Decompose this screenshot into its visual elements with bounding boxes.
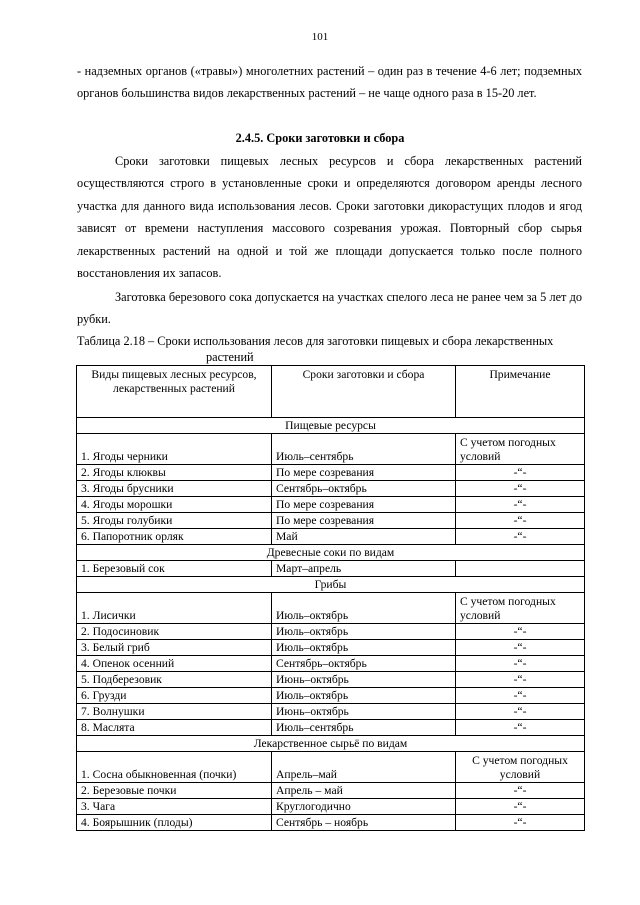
intro-paragraph: - надземных органов («травы») многолетних растений – один раз в течение 4-6 лет; подземных органов большинства видов лекарственных растений – не чаще одного раза в 15-20 лет. <box>77 64 582 101</box>
cell-resource: 3. Белый гриб <box>77 640 272 656</box>
page-number: 101 <box>311 31 329 43</box>
cell-note: С учетом погодных условий <box>456 434 585 465</box>
cell-note: -“- <box>456 704 585 720</box>
cell-resource: 5. Ягоды голубики <box>77 513 272 529</box>
table-row <box>77 481 585 497</box>
column-header-note: Примечание <box>456 366 585 418</box>
cell-note: -“- <box>456 720 585 736</box>
table-row <box>77 624 585 640</box>
table-header-row <box>77 366 585 418</box>
table-row <box>77 561 585 577</box>
cell-terms: Март–апрель <box>272 561 456 577</box>
cell-note: С учетом погодных условий <box>456 752 585 783</box>
cell-note: -“- <box>456 656 585 672</box>
cell-terms: Июль–сентябрь <box>272 434 456 465</box>
cell-resource: 5. Подберезовик <box>77 672 272 688</box>
cell-note: -“- <box>456 497 585 513</box>
table-row <box>77 704 585 720</box>
table-caption-line-2: растений <box>206 350 254 364</box>
cell-terms: Июнь–октябрь <box>272 672 456 688</box>
table-section-row <box>77 418 585 434</box>
table-row <box>77 672 585 688</box>
table-section-row <box>77 577 585 593</box>
cell-terms: Апрель–май <box>272 752 456 783</box>
table-row <box>77 465 585 481</box>
column-header-terms: Сроки заготовки и сбора <box>272 366 456 418</box>
table-caption <box>77 333 582 365</box>
cell-resource: 4. Боярышник (плоды) <box>77 815 272 831</box>
cell-resource: 2. Подосиновик <box>77 624 272 640</box>
cell-resource: 6. Грузди <box>77 688 272 704</box>
cell-terms: Июнь–октябрь <box>272 704 456 720</box>
table-row <box>77 529 585 545</box>
table-section-title: Пищевые ресурсы <box>77 418 585 434</box>
table-section-row <box>77 545 585 561</box>
cell-terms: Сентябрь–октябрь <box>272 481 456 497</box>
cell-resource: 3. Ягоды брусники <box>77 481 272 497</box>
table-section-title: Грибы <box>77 577 585 593</box>
cell-terms: По мере созревания <box>272 513 456 529</box>
cell-note: -“- <box>456 783 585 799</box>
table-row <box>77 720 585 736</box>
cell-note: -“- <box>456 513 585 529</box>
harvest-terms-table <box>76 365 585 831</box>
cell-resource: 2. Березовые почки <box>77 783 272 799</box>
table-row <box>77 752 585 783</box>
table-row <box>77 688 585 704</box>
cell-terms: Сентябрь – ноябрь <box>272 815 456 831</box>
table-section-row <box>77 736 585 752</box>
cell-terms: Круглогодично <box>272 799 456 815</box>
cell-terms: Июль–сентябрь <box>272 720 456 736</box>
cell-terms: Апрель – май <box>272 783 456 799</box>
body-paragraph-2: Заготовка березового сока допускается на участках спелого леса не ранее чем за 5 лет до рубки. <box>77 290 582 327</box>
cell-terms: Июль–октябрь <box>272 593 456 624</box>
section-heading: 2.4.5. Сроки заготовки и сбора <box>235 131 405 145</box>
cell-resource: 1. Березовый сок <box>77 561 272 577</box>
table-row <box>77 513 585 529</box>
cell-resource: 2. Ягоды клюквы <box>77 465 272 481</box>
cell-note: -“- <box>456 672 585 688</box>
cell-terms: Сентябрь–октябрь <box>272 656 456 672</box>
cell-resource: 1. Лисички <box>77 593 272 624</box>
table-row <box>77 783 585 799</box>
cell-terms: Май <box>272 529 456 545</box>
body-paragraph-1: Сроки заготовки пищевых лесных ресурсов и сбора лекарственных растений осуществляются строго в установленные сроки и определяются договором аренды лесного участка для данного вида использования лесов. Сроки заготовки дикорастущих плодов и ягод зависят от времени наступления массового созревания урожая. Повторный сбор сырья лекарственных растений на одной и той же площади допускается только после полного восстановления их запасов. <box>77 154 582 281</box>
cell-note: -“- <box>456 688 585 704</box>
cell-note: С учетом погодных условий <box>456 593 585 624</box>
cell-resource: 6. Папоротник орляк <box>77 529 272 545</box>
table-row <box>77 640 585 656</box>
table-row <box>77 497 585 513</box>
cell-terms: По мере созревания <box>272 497 456 513</box>
cell-note <box>456 561 585 577</box>
cell-terms: Июль–октябрь <box>272 624 456 640</box>
table-row <box>77 799 585 815</box>
column-header-resource: Виды пищевых лесных ресурсов, лекарственных растений <box>77 366 272 418</box>
cell-resource: 1. Ягоды черники <box>77 434 272 465</box>
cell-terms: Июль–октябрь <box>272 688 456 704</box>
cell-resource: 4. Ягоды морошки <box>77 497 272 513</box>
table-caption-line-1: Таблица 2.18 – Сроки использования лесов для заготовки пищевых и сбора лекарственных <box>77 334 554 348</box>
cell-note: -“- <box>456 799 585 815</box>
cell-note: -“- <box>456 624 585 640</box>
cell-note: -“- <box>456 529 585 545</box>
cell-note: -“- <box>456 815 585 831</box>
cell-resource: 7. Волнушки <box>77 704 272 720</box>
table-section-title: Лекарственное сырьё по видам <box>77 736 585 752</box>
cell-note: -“- <box>456 481 585 497</box>
cell-resource: 1. Сосна обыкновенная (почки) <box>77 752 272 783</box>
table-row <box>77 815 585 831</box>
cell-note: -“- <box>456 465 585 481</box>
table-section-title: Древесные соки по видам <box>77 545 585 561</box>
table-row <box>77 656 585 672</box>
cell-note: -“- <box>456 640 585 656</box>
cell-terms: Июль–октябрь <box>272 640 456 656</box>
table-row <box>77 434 585 465</box>
cell-resource: 4. Опенок осенний <box>77 656 272 672</box>
table-row <box>77 593 585 624</box>
cell-terms: По мере созревания <box>272 465 456 481</box>
cell-resource: 3. Чага <box>77 799 272 815</box>
cell-resource: 8. Маслята <box>77 720 272 736</box>
